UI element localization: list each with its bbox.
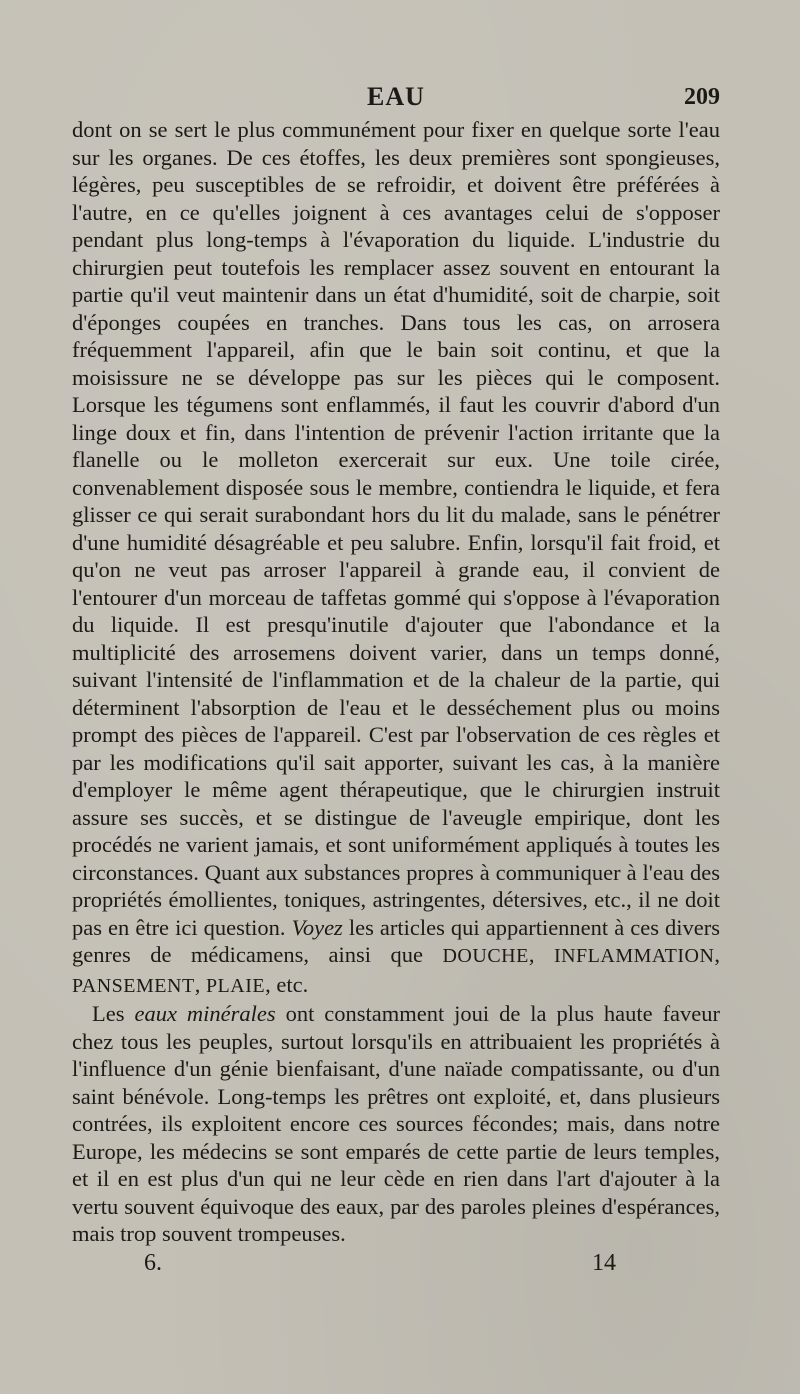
cross-ref-inflammation: INFLAMMATION xyxy=(553,945,715,967)
cross-ref-douche: DOUCHE xyxy=(442,945,529,967)
paragraph-1-tail: , etc. xyxy=(265,971,309,997)
paragraph-1-text: dont on se sert le plus communément pour fixer en quelque sorte l'eau sur les organes. De ces étoffes, les deux premières sont spongieuses, légères, peu susceptibles de se refroidir, et doivent être préférées à l'autre, en ce qu'elles joignent à ces avantages celui de s'opposer pendant plus long-temps à l'évaporation du liquide. L'industrie du chirurgien peut toutefois les remplacer assez souvent en entourant la partie qu'il veut maintenir dans un état d'humidité, soit de charpie, soit d'éponges coupées en tranches. Dans tous les cas, on arrosera fréquemment l'appareil, afin que le bain soit continu, et que la moisissure ne se développe pas sur les pièces qui le composent. Lorsque les tégumens sont enflammés, il faut les couvrir d'abord d'un linge doux et fin, dans l'intention de prévenir l'action irritante que la flanelle ou le molleton exercerait sur eux. Une toile cirée, convenablement disposée sous le membre, contiendra le liquide, et fera glisser ce qui serait surabondant hors du lit du malade, sans le pénétrer d'une humidité désagréable et peu salubre. Enfin, lorsqu'il fait froid, et qu'on ne veut pas arroser l'appareil à grande eau, il convient de l'entourer d'un morceau de taffetas gommé qui s'oppose à l'évaporation du liquide. Il est presqu'inutile d'ajouter que l'abondance et la multiplicité des arrosemens doivent varier, dans un temps donné, suivant l'intensité de l'inflammation et de la chaleur de la partie, qui déterminent l'absorption de l'eau et le desséchement plus ou moins prompt des pièces de l'appareil. C'est par l'observation de ces règles et par les modifications qu'il sait apporter, suivant les cas, à la manière d'employer le même agent thérapeutique, que le chirurgien instruit assure ses succès, et se distingue de l'aveugle empirique, dont les procédés ne varient jamais, et sont uniformément appliqués à toutes les circonstances. Quant aux substances propres à communiquer à l'eau des propriétés émollientes, toniques, astringentes, détersives, etc., il ne doit pas en être ici question. xyxy=(72,117,720,940)
paragraph-1-continuation: les articles qui appartiennent à ces divers genres de médicamens, ainsi que xyxy=(72,914,721,967)
book-page xyxy=(72,76,720,1284)
signature-mark: 6. xyxy=(144,1249,162,1276)
paragraph-2 xyxy=(72,1000,720,1248)
cross-ref-pansement: PANSEMENT xyxy=(72,974,195,997)
paragraph-2-lead: Les xyxy=(92,1001,125,1026)
running-title: EAU xyxy=(367,82,425,111)
cross-ref-separator: , xyxy=(714,942,721,967)
cross-ref-separator: , xyxy=(528,942,535,967)
running-head xyxy=(72,76,720,116)
cross-ref-separator: , xyxy=(194,971,201,997)
voyez-reference: Voyez xyxy=(291,914,343,940)
page-footer xyxy=(72,1250,720,1284)
text-block xyxy=(72,116,720,1248)
paragraph-1 xyxy=(72,116,720,1000)
page-number: 209 xyxy=(684,84,720,110)
term-eaux-minerales: eaux minérales xyxy=(134,1001,276,1026)
cross-ref-plaie: PLAIE xyxy=(205,974,266,997)
sheet-number: 14 xyxy=(592,1249,616,1276)
paragraph-2-text: ont constamment joui de la plus haute faveur chez tous les peuples, surtout lorsqu'ils en attribuaient les propriétés à l'influence d'un génie bienfaisant, d'une naïade compatissante, ou d'un saint bénévole. Long-temps les prêtres ont exploité, et, dans plusieurs contrées, ils exploitent encore ces sources fécondes; mais, dans notre Europe, les médecins se sont emparés de cette partie de leurs temples, et il en est plus d'un qui ne leur cède en rien dans l'art d'ajouter à la vertu souvent équivoque des eaux, par des paroles pleines d'espérances, mais trop souvent trompeuses. xyxy=(72,1001,721,1246)
